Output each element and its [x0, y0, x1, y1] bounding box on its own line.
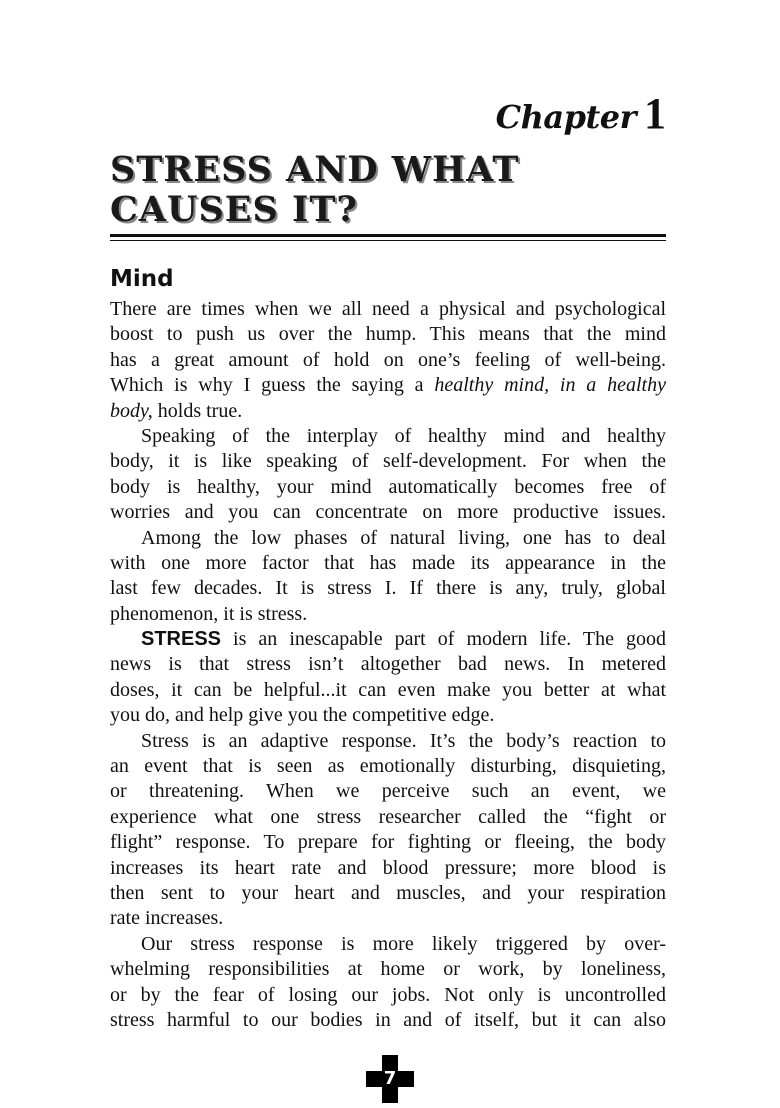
text-segment: boost to push us over the hump. This means that the mind	[110, 323, 666, 346]
text-line	[110, 373, 666, 398]
chapter-word: Chapter	[495, 98, 636, 136]
text-line	[110, 703, 666, 728]
text-line	[110, 906, 666, 931]
text-segment: holds true.	[152, 399, 243, 422]
text-segment: stress harmful to our bodies in and of itself, but it can also	[110, 1008, 666, 1031]
text-segment: flight” response. To prepare for fighting or fleeing, the body	[110, 831, 666, 854]
chapter-label	[496, 88, 666, 139]
text-segment: increases its heart rate and blood pressure; more blood is	[110, 856, 666, 879]
text-line	[110, 551, 666, 576]
text-line	[110, 449, 666, 474]
text-line	[110, 652, 666, 677]
chapter-title-line-2: CAUSES IT?	[110, 189, 358, 230]
text-segment: an event that is seen as emotionally disturbing, disquieting,	[110, 755, 666, 778]
text-segment: with one more factor that has made its appearance in the	[110, 551, 666, 574]
text-segment: has a great amount of hold on one’s feeling of well-being.	[110, 348, 666, 371]
text-line	[110, 754, 666, 779]
text-segment: news is that stress isn’t altogether bad news. In metered	[110, 653, 666, 676]
text-segment: There are times when we all need a physical and psychological	[110, 298, 666, 320]
text-line	[110, 881, 666, 906]
text-segment: or threatening. When we perceive such an event, we	[110, 780, 666, 803]
text-line	[110, 983, 666, 1008]
text-segment: last few decades. It is stress I. If there is any, truly, global	[110, 577, 666, 600]
chapter-number: 1	[644, 89, 666, 138]
italic-text: body,	[110, 399, 153, 422]
text-segment: doses, it can be helpful...it can even make you better at what	[110, 678, 666, 701]
chapter-title-line-1: STRESS AND WHAT	[110, 149, 520, 190]
page-number-badge	[366, 1055, 414, 1103]
text-line	[110, 729, 666, 754]
bold-text: STRESS	[141, 628, 222, 651]
text-line	[110, 830, 666, 855]
text-segment: Which is why I guess the saying a	[110, 374, 435, 397]
text-segment: Our stress response is more likely triggered by over-	[141, 932, 666, 955]
text-segment: Stress is an adaptive response. It’s the body’s reaction to	[141, 729, 666, 752]
text-line	[110, 297, 666, 322]
text-line	[110, 779, 666, 804]
text-line	[110, 602, 666, 627]
title-divider-thin	[110, 240, 666, 241]
text-line	[110, 627, 666, 652]
page-number: 7	[383, 1068, 397, 1089]
text-segment: or by the fear of losing our jobs. Not only is uncontrolled	[110, 983, 666, 1006]
italic-text: healthy mind, in a healthy	[434, 374, 666, 397]
title-divider-thick	[110, 234, 666, 237]
text-segment: worries and you can concentrate on more productive issues.	[110, 501, 666, 524]
text-line	[110, 856, 666, 881]
text-segment: you do, and help give you the competitive edge.	[110, 704, 495, 727]
section-heading: Mind	[110, 266, 174, 292]
text-line	[110, 957, 666, 982]
text-segment: body is healthy, your mind automatically becomes free of	[110, 475, 666, 498]
text-line	[110, 1008, 666, 1033]
text-segment: Among the low phases of natural living, one has to deal	[141, 526, 666, 549]
text-line	[110, 399, 666, 424]
text-segment: experience what one stress researcher called the “fight or	[110, 805, 666, 828]
text-segment: is an inescapable part of modern life. The good	[221, 628, 666, 651]
text-line	[110, 500, 666, 525]
text-segment: body, it is like speaking of self-development. For when the	[110, 450, 666, 473]
text-segment: then sent to your heart and muscles, and your respiration	[110, 881, 666, 904]
text-line	[110, 678, 666, 703]
text-line	[110, 576, 666, 601]
text-segment: rate increases.	[110, 907, 224, 930]
text-line	[110, 322, 666, 347]
text-segment: phenomenon, it is stress.	[110, 602, 308, 625]
text-line	[110, 526, 666, 551]
text-line	[110, 475, 666, 500]
text-segment: Speaking of the interplay of healthy mind and healthy	[141, 424, 666, 447]
text-line	[110, 805, 666, 830]
text-line	[110, 424, 666, 449]
body-text	[110, 297, 666, 1033]
text-line	[110, 348, 666, 373]
text-line	[110, 932, 666, 957]
chapter-title	[110, 150, 519, 230]
text-segment: whelming responsibilities at home or work, by loneliness,	[110, 958, 666, 981]
